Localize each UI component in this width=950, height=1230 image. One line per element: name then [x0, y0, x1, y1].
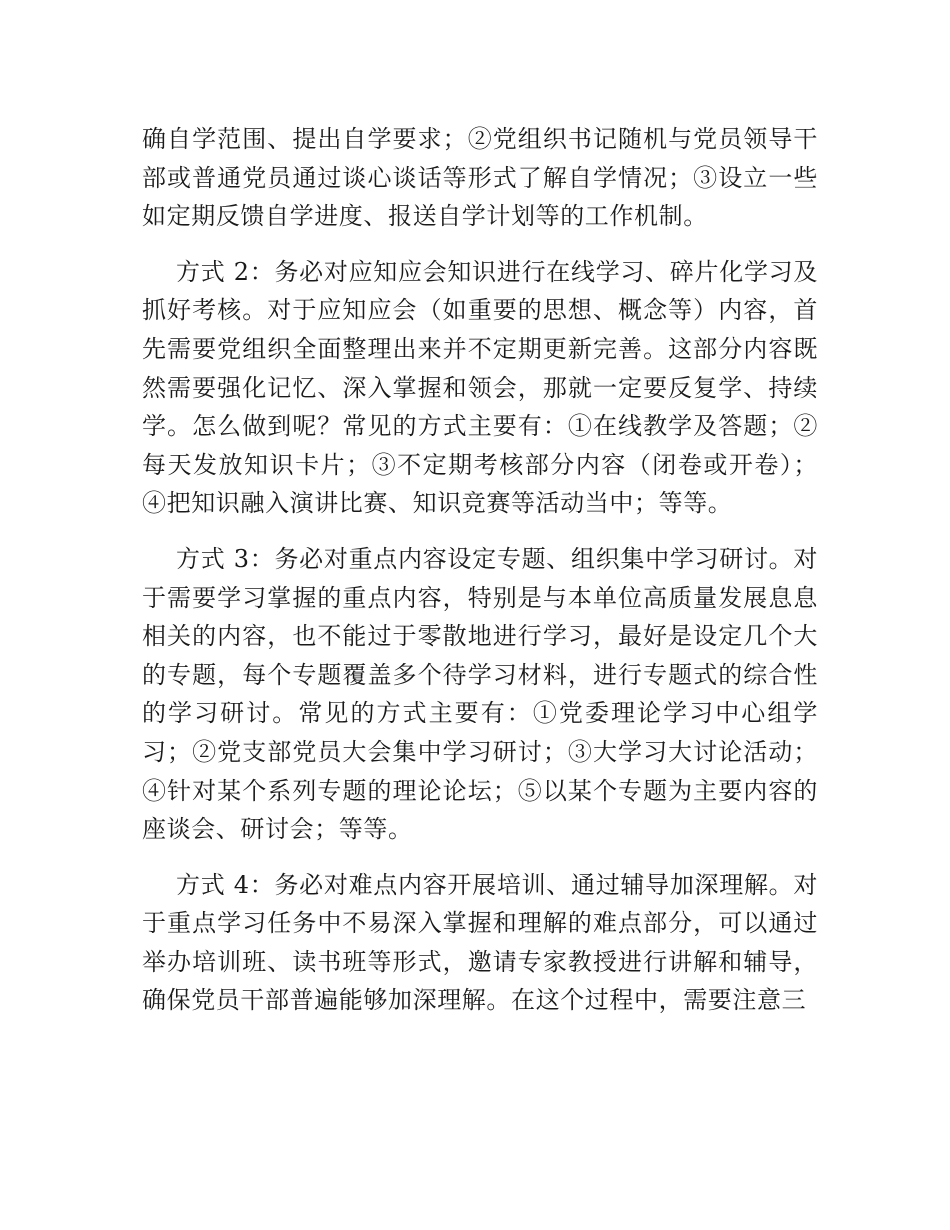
paragraph: 方式 4：务必对难点内容开展培训、通过辅导加深理解。对于重点学习任务中不易深入掌握和理解的难点部分，可以通过举办培训班、读书班等形式，邀请专家教授进行讲解和辅导，确保党员干部普遍能够加深理解。在这个过程中，需要注意三	[142, 870, 818, 1015]
paragraph: 方式 2：务必对应知应会知识进行在线学习、碎片化学习及抓好考核。对于应知应会（如重要的思想、概念等）内容，首先需要党组织全面整理出来并不定期更新完善。这部分内容既然需要强化记忆、深入掌握和领会，那就一定要反复学、持续学。怎么做到呢？常见的方式主要有：①在线教学及答题；②每天发放知识卡片；③不定期考核部分内容（闭卷或开卷）；④把知识融入演讲比赛、知识竞赛等活动当中；等等。	[142, 257, 818, 518]
paragraph: 确自学范围、提出自学要求；②党组织书记随机与党员领导干部或普通党员通过谈心谈话等形式了解自学情况；③设立一些如定期反馈自学进度、报送自学计划等的工作机制。	[142, 125, 818, 231]
document-body	[142, 120, 818, 1037]
paragraph: 方式 3：务必对重点内容设定专题、组织集中学习研讨。对于需要学习掌握的重点内容，特别是与本单位高质量发展息息相关的内容，也不能过于零散地进行学习，最好是设定几个大的专题，每个专题覆盖多个待学习材料，进行专题式的综合性的学习研讨。常见的方式主要有：①党委理论学习中心组学习；②党支部党员大会集中学习研讨；③大学习大讨论活动；④针对某个系列专题的理论论坛；⑤以某个专题为主要内容的座谈会、研讨会；等等。	[142, 544, 818, 844]
